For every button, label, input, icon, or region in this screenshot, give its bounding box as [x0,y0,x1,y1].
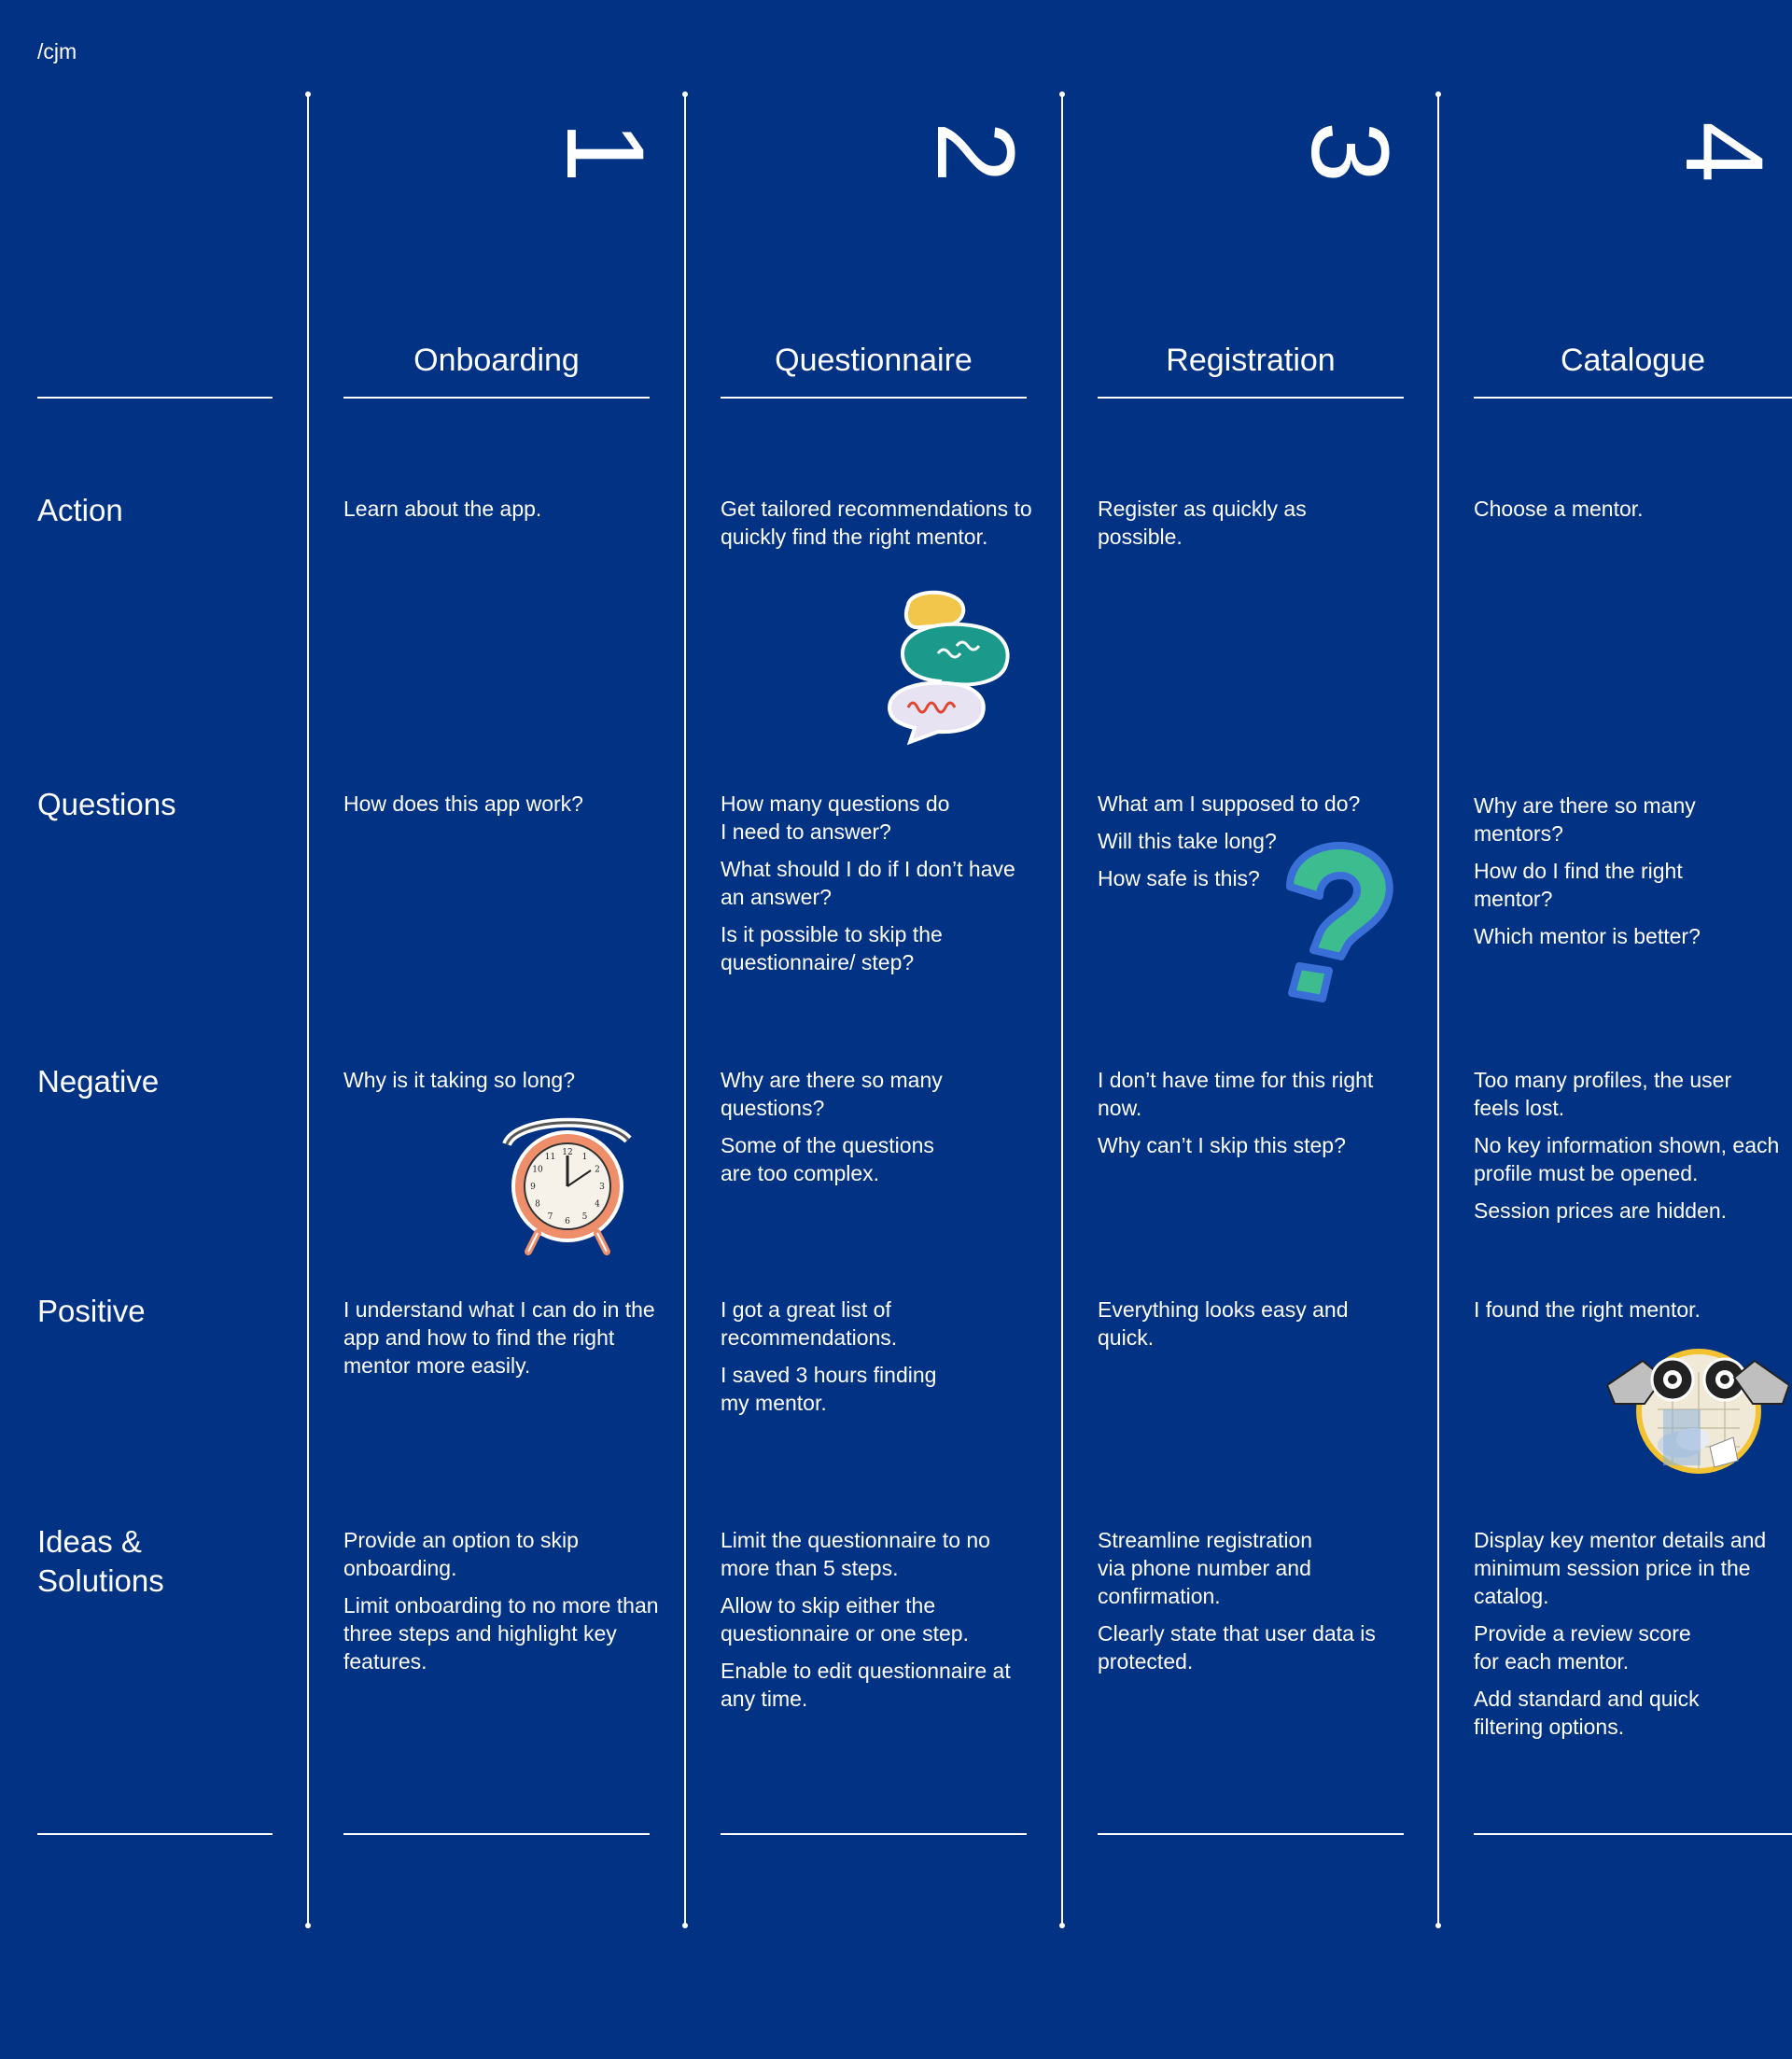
row-label-positive: Positive [37,1294,146,1328]
header-rule [1098,397,1404,399]
cell-text: Display key mentor details and minimum session price in the catalog. [1474,1528,1767,1608]
cell-text: Why can’t I skip this step? [1098,1133,1346,1157]
clock-numeral: 10 [532,1165,543,1175]
clock-numeral: 8 [535,1199,540,1210]
cell-text: Streamline registration via phone number and confirmation. [1098,1528,1313,1608]
stage-number: 2 [914,121,1037,183]
cell-ideas-questionnaire [721,1526,1043,1722]
clock-numeral: 9 [530,1183,536,1192]
stage-number: 3 [1288,121,1411,183]
cell-questions-onboarding [343,790,661,827]
cell-text: How safe is this? [1098,866,1260,890]
cell-ideas-registration [1098,1526,1396,1685]
row-label-questions: Questions [37,787,176,821]
cell-action-catalogue [1474,495,1791,532]
cell-text: No key information shown, each profile must be opened. [1474,1133,1780,1185]
header-rule [37,397,273,399]
cell-action-registration [1098,495,1340,560]
cell-text: Which mentor is better? [1474,924,1701,948]
cell-action-questionnaire [721,495,1038,560]
cell-text: Will this take long? [1098,829,1277,853]
binoculars-illustration [1607,1344,1789,1475]
clock-numeral: 6 [565,1217,570,1226]
cell-text: I saved 3 hours finding my mentor. [721,1363,937,1415]
column-divider [684,94,686,1926]
cell-negative-questionnaire [721,1066,982,1197]
column-divider [1437,94,1439,1926]
cell-text: Everything looks easy and quick. [1098,1297,1349,1350]
row-label-negative: Negative [37,1064,160,1099]
row-label-action: Action [37,493,123,527]
alarm-clock-illustration [493,1107,642,1256]
cell-text: Some of the questions are too complex. [721,1133,934,1185]
cell-text: Provide an option to skip onboarding. [343,1528,579,1580]
stage-number: 4 [1662,121,1785,183]
clock-numeral: 5 [581,1212,588,1222]
cell-negative-catalogue [1474,1066,1782,1234]
clock-numeral: 2 [595,1165,600,1175]
header-rule [343,397,650,399]
column-divider [1061,94,1063,1926]
cell-text: Clearly state that user data is protected. [1098,1621,1376,1674]
cell-text: How do I find the right mentor? [1474,859,1683,911]
clock-numeral: 1 [581,1153,588,1162]
row-label-ideas-text: Ideas & Solutions [37,1524,164,1598]
cell-positive-questionnaire [721,1296,1001,1426]
cell-text: Provide a review score for each mentor. [1474,1621,1691,1674]
stage-title: Questionnaire [775,343,973,378]
cell-questions-questionnaire [721,790,1033,986]
cell-text: Choose a mentor. [1474,497,1644,521]
cell-text: What am I supposed to do? [1098,791,1361,816]
cell-text: Why are there so many mentors? [1474,793,1696,846]
header-rule [1474,397,1792,399]
cell-text: Too many profiles, the user feels lost. [1474,1068,1732,1120]
brand-label: /cjm [37,39,77,63]
cell-text: Limit onboarding to no more than three steps and highlight key features. [343,1593,659,1674]
footer-rule [1474,1833,1792,1835]
speech-bubbles-illustration [882,588,1022,751]
cell-text: How does this app work? [343,791,583,816]
stage-title: Catalogue [1560,343,1705,378]
clock-numeral: 4 [595,1199,600,1210]
cell-positive-registration [1098,1296,1378,1361]
cell-text: Allow to skip either the questionnaire or one step. [721,1593,969,1646]
stage-title: Registration [1166,343,1336,378]
footer-rule [721,1833,1027,1835]
cell-text: Get tailored recommendations to quickly find the right mentor. [721,497,1032,549]
question-mark-illustration [1262,840,1402,1008]
cell-text: Limit the questionnaire to no more than 5 steps. [721,1528,990,1580]
cell-text: Register as quickly as possible. [1098,497,1307,549]
clock-numeral: 12 [562,1148,573,1157]
stage-number: 1 [543,121,666,183]
cell-text: Why is it taking so long? [343,1068,576,1092]
cell-positive-onboarding [343,1296,665,1389]
cell-positive-catalogue [1474,1296,1791,1333]
cell-text: Enable to edit questionnaire at any time. [721,1659,1011,1711]
cell-text: What should I do if I don’t have an answer? [721,857,1015,909]
clock-numeral: 11 [544,1153,556,1162]
column-divider [307,94,309,1926]
stage-title: Onboarding [413,343,580,378]
footer-rule [1098,1833,1404,1835]
cell-ideas-catalogue [1474,1526,1772,1750]
row-label-ideas [37,1522,271,1601]
cell-questions-catalogue [1474,791,1744,959]
footer-rule [37,1833,273,1835]
cell-text: Add standard and quick filtering options. [1474,1687,1700,1739]
cell-action-onboarding [343,495,661,532]
cell-negative-onboarding [343,1066,661,1103]
cell-text: I understand what I can do in the app and how to find the right mentor more easily. [343,1297,655,1378]
cell-text: Why are there so many questions? [721,1068,943,1120]
cell-text: Learn about the app. [343,497,542,521]
clock-numeral: 3 [599,1183,605,1192]
header-rule [721,397,1027,399]
cell-text: I got a great list of recommendations. [721,1297,898,1350]
cell-text: I don’t have time for this right now. [1098,1068,1374,1120]
cell-text: Session prices are hidden. [1474,1198,1728,1223]
cell-negative-registration [1098,1066,1410,1169]
cell-ideas-onboarding [343,1526,661,1685]
cell-text: I found the right mentor. [1474,1297,1701,1322]
cell-text: Is it possible to skip the questionnaire/ step? [721,922,943,974]
cell-text: How many questions do I need to answer? [721,791,950,844]
clock-numeral: 7 [547,1212,553,1222]
footer-rule [343,1833,650,1835]
